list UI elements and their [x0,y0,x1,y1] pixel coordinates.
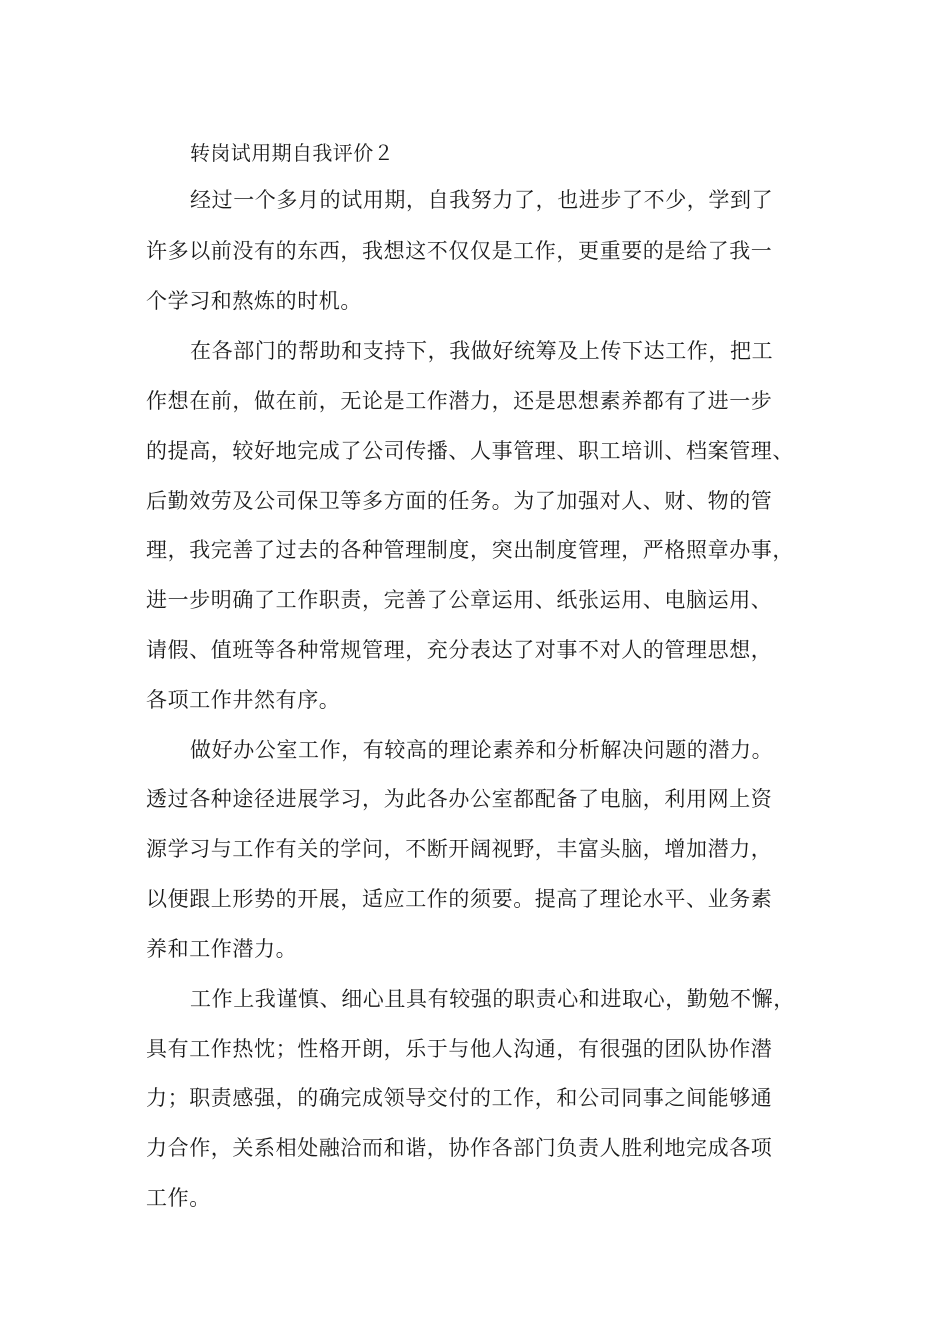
paragraph-line: 透过各种途径进展学习，为此各办公室都配备了电脑，利用网上资 [146,787,773,811]
paragraph-line: 源学习与工作有关的学问，不断开阔视野，丰富头脑，增加潜力， [146,837,773,861]
paragraph-line: 理，我完善了过去的各种管理制度，突出制度管理，严格照章办事， [146,538,794,562]
paragraph-line: 在各部门的帮助和支持下，我做好统筹及上传下达工作，把工 [190,339,774,363]
paragraph-line: 工作。 [146,1186,211,1210]
paragraph-line: 力；职责感强，的确完成领导交付的工作，和公司同事之间能够通 [146,1086,773,1110]
paragraph-line: 养和工作潜力。 [146,937,298,961]
paragraph-line: 个学习和熬炼的时机。 [146,289,362,313]
paragraph-line: 经过一个多月的试用期，自我努力了，也进步了不少，学到了 [190,188,774,212]
paragraph-line: 后勤效劳及公司保卫等多方面的任务。为了加强对人、财、物的管 [146,489,773,513]
paragraph-line: 力合作，关系相处融洽而和谐，协作各部门负责人胜利地完成各项 [146,1136,773,1160]
paragraph-line: 进一步明确了工作职责，完善了公章运用、纸张运用、电脑运用、 [146,588,773,612]
document-title: 转岗试用期自我评价２ [190,141,394,165]
paragraph-line: 请假、值班等各种常规管理，充分表达了对事不对人的管理思想， [146,638,773,662]
paragraph-line: 具有工作热忱；性格开朗，乐于与他人沟通，有很强的团队协作潜 [146,1037,773,1061]
paragraph-line: 做好办公室工作，有较高的理论素养和分析解决问题的潜力。 [190,738,774,762]
paragraph-line: 工作上我谨慎、细心且具有较强的职责心和进取心，勤勉不懈， [190,987,795,1011]
paragraph-line: 许多以前没有的东西，我想这不仅仅是工作，更重要的是给了我一 [146,239,773,263]
paragraph-line: 各项工作井然有序。 [146,688,341,712]
paragraph-line: 以便跟上形势的开展，适应工作的须要。提高了理论水平、业务素 [146,887,773,911]
paragraph-line: 作想在前，做在前，无论是工作潜力，还是思想素养都有了进一步 [146,389,773,413]
paragraph-line: 的提高，较好地完成了公司传播、人事管理、职工培训、档案管理、 [146,439,794,463]
